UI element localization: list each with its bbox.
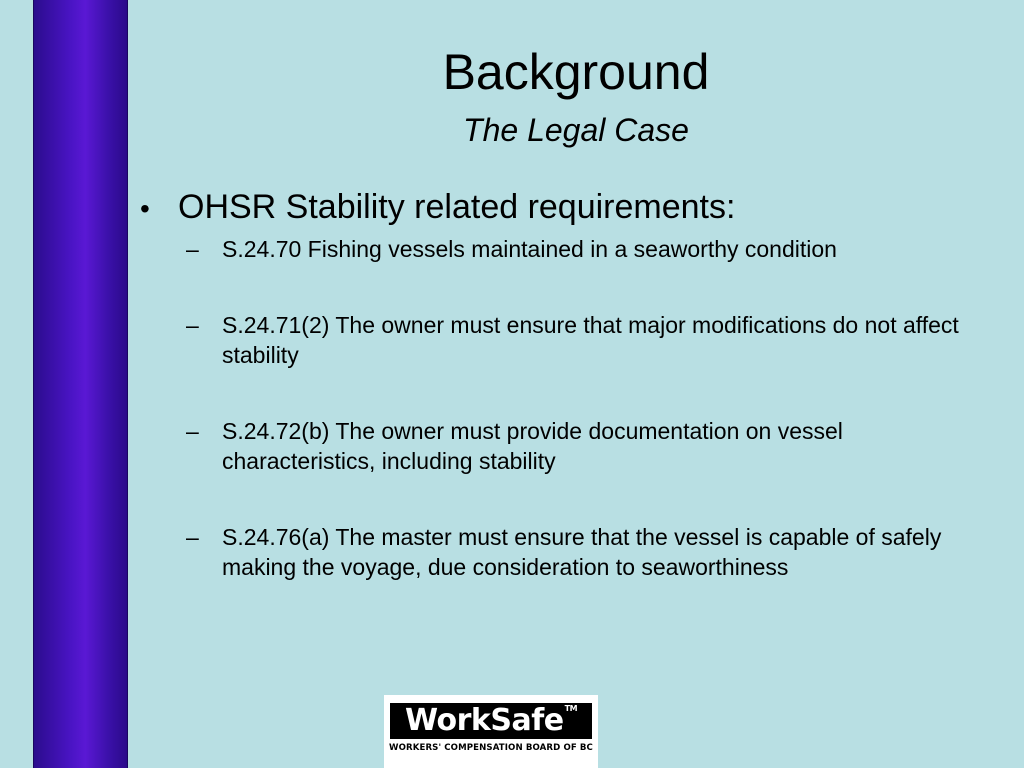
requirement-text: S.24.76(a) The master must ensure that the vessel is capable of safely making the voyage, due consideration to seaworthiness (222, 524, 942, 580)
requirement-text: S.24.70 Fishing vessels maintained in a seaworthy condition (222, 236, 837, 262)
logo-wordmark (390, 703, 592, 739)
requirement-item (186, 416, 980, 476)
logo-tagline: WORKERS' COMPENSATION BOARD OF BC (389, 743, 593, 753)
worksafe-logo (384, 695, 598, 768)
requirement-text: S.24.72(b) The owner must provide documentation on vessel characteristics, including stability (222, 418, 843, 474)
dash-mark: – (186, 524, 199, 550)
requirement-item (186, 310, 980, 370)
main-bullet-text: OHSR Stability related requirements: (178, 188, 736, 226)
dash-mark: – (186, 312, 199, 338)
slide-title: Background (442, 44, 710, 100)
slide-content (140, 186, 980, 582)
decorative-side-bar (33, 0, 128, 768)
bullet-mark: • (140, 193, 150, 224)
logo-trademark: TM (564, 704, 578, 713)
dash-mark: – (186, 236, 199, 262)
requirement-item (186, 234, 980, 264)
requirement-item (186, 522, 980, 582)
dash-mark: – (186, 418, 199, 444)
requirement-text: S.24.71(2) The owner must ensure that major modifications do not affect stability (222, 312, 959, 368)
slide-subtitle: The Legal Case (463, 112, 689, 148)
logo-name: WorkSafe (404, 703, 564, 738)
main-bullet (140, 186, 980, 230)
requirements-list (186, 234, 980, 582)
